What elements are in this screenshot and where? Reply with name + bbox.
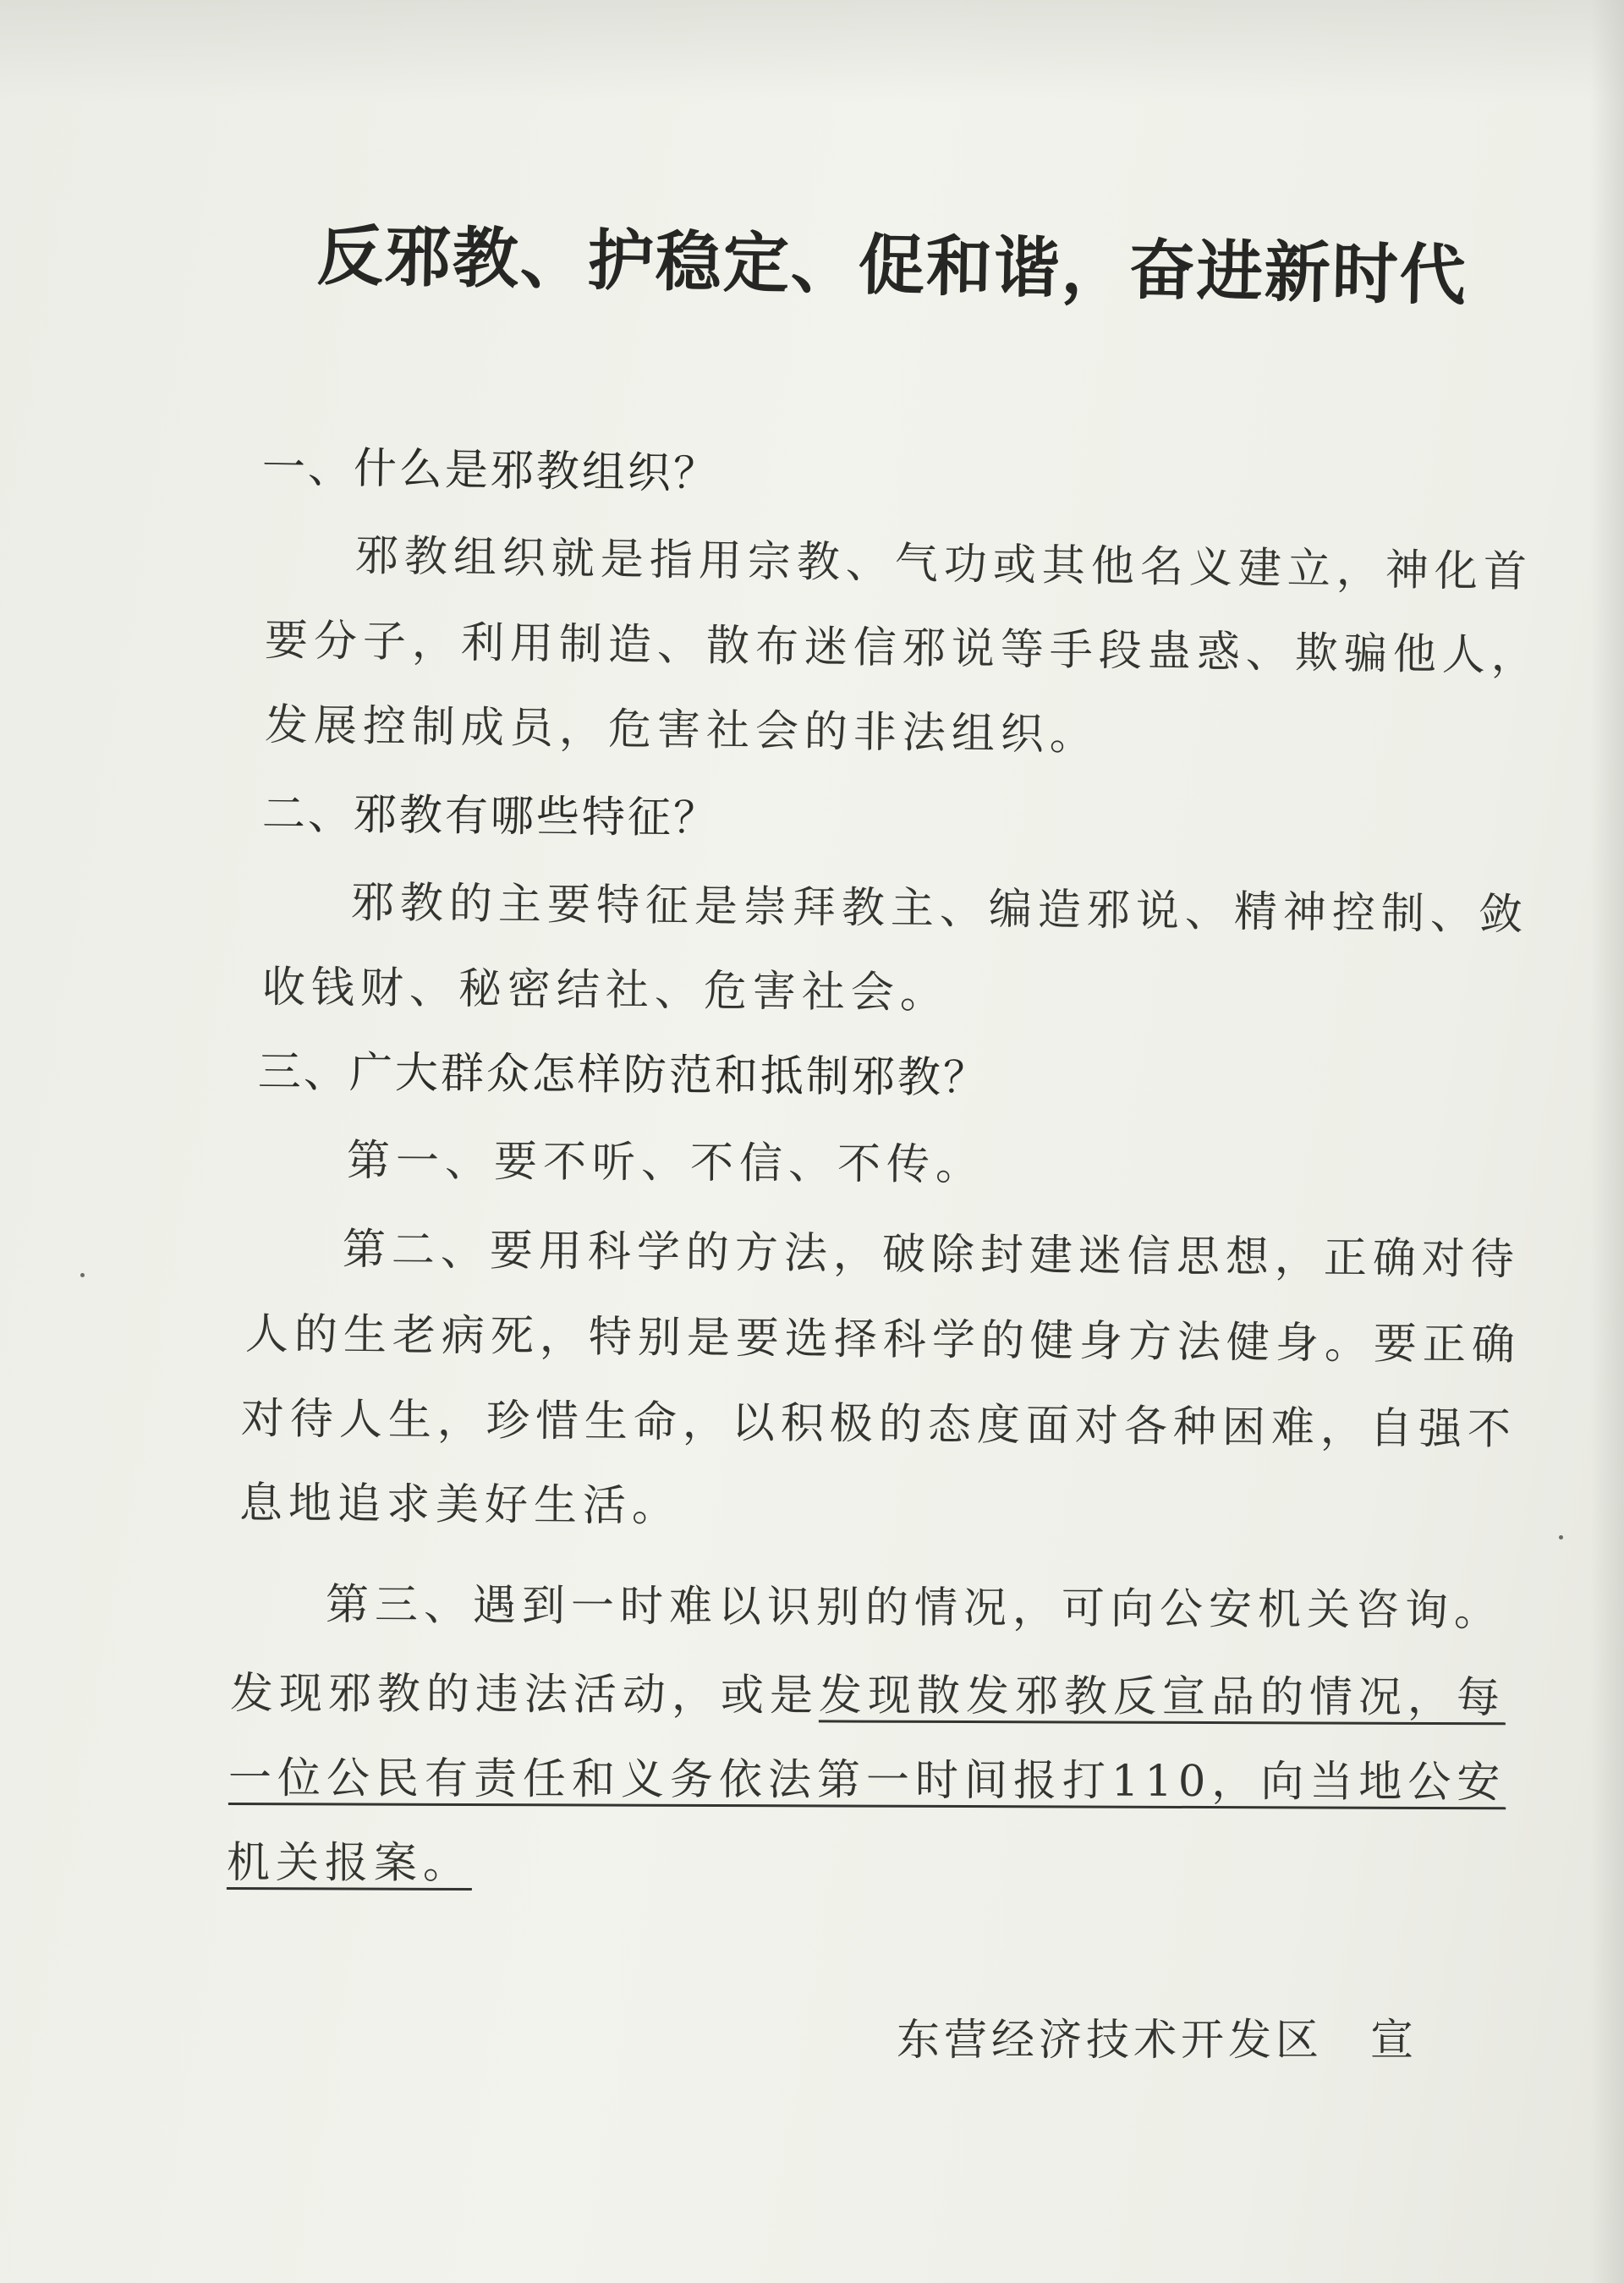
section-1-line-1: 邪教组织就是指用宗教、气功或其他名义建立，神化首 xyxy=(354,531,1533,598)
paper-speck xyxy=(80,1273,85,1277)
paper-edge-shade xyxy=(1590,0,1624,2283)
paper-shadow xyxy=(0,0,1624,102)
section-3-closing-line-1 xyxy=(230,1658,1506,1725)
section-3-line-2: 第二、要用科学的方法，破除封建迷信思想，正确对待 xyxy=(342,1225,1521,1286)
section-3-heading: 三、广大群众怎样防范和抵制邪教？ xyxy=(257,1047,990,1104)
section-3-line-3: 人的生老病死，特别是要选择科学的健身方法健身。要正确 xyxy=(244,1309,1522,1371)
section-3-line-5: 息地追求美好生活。 xyxy=(239,1479,682,1532)
section-2-line-2: 收钱财、秘密结社、危害社会。 xyxy=(261,963,950,1019)
section-3-line-4: 对待人生，珍惜生命，以积极的态度面对各种困难，自强不 xyxy=(240,1394,1517,1456)
closing-underlined-text: 发现散发邪教反宣品的情况，每 xyxy=(818,1671,1506,1724)
section-3-closing-line-3: 机关报案。 xyxy=(226,1838,473,1890)
section-3-line-1: 第一、要不听、不信、不传。 xyxy=(346,1136,985,1191)
section-1-line-2: 要分子，利用制造、散布迷信邪说等手段蛊惑、欺骗他人， xyxy=(264,616,1541,682)
section-3-line-6: 第三、遇到一时难以识别的情况，可向公安机关咨询。 xyxy=(325,1580,1504,1637)
section-2-heading: 二、邪教有哪些特征？ xyxy=(261,789,720,844)
document-title: 反邪教、护稳定、促和谐，奋进新时代 xyxy=(316,217,1468,315)
section-2-line-1: 邪教的主要特征是崇拜教主、编造邪说、精神控制、敛 xyxy=(350,878,1529,941)
closing-plain-text: 发现邪教的违法活动，或是 xyxy=(229,1669,820,1721)
section-1-heading: 一、什么是邪教组织？ xyxy=(261,442,720,500)
section-1-line-3: 发展控制成员，危害社会的非法组织。 xyxy=(264,700,1100,761)
section-3-closing-line-2: 一位公民有责任和义务依法第一时间报打110，向当地公安 xyxy=(228,1753,1506,1808)
issuer-signature: 东营经济技术开发区 宣 xyxy=(897,2016,1418,2066)
paper-speck xyxy=(1559,1535,1563,1539)
